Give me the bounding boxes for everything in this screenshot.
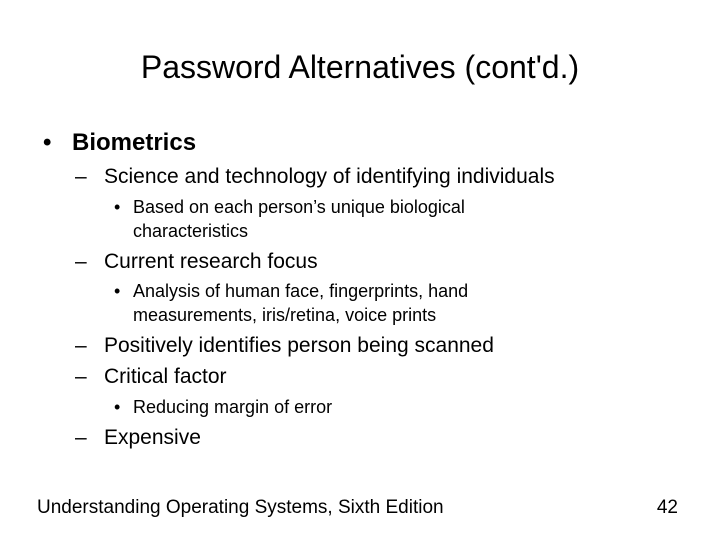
sub-sub-bullet-marker: • (114, 397, 121, 417)
bullet-marker: • (43, 129, 52, 156)
page-number: 42 (656, 497, 678, 518)
sub-bullet-positively: Positively identifies person being scanned (104, 334, 494, 357)
sub-sub-bullet-biological-line2: characteristics (133, 221, 249, 241)
sub-bullet-expensive: Expensive (104, 426, 201, 449)
sub-sub-bullet-marker: • (114, 197, 121, 217)
sub-sub-bullet-reducing: Reducing margin of error (133, 397, 333, 417)
dash-marker: – (75, 165, 87, 188)
bullet-biometrics: Biometrics (72, 129, 197, 156)
dash-marker: – (75, 426, 87, 449)
sub-sub-bullet-analysis-line2: measurements, iris/retina, voice prints (133, 305, 437, 325)
sub-bullet-research: Current research focus (104, 250, 318, 273)
sub-sub-bullet-marker: • (114, 281, 121, 301)
sub-sub-bullet-biological-line1: Based on each person’s unique biological (133, 197, 465, 217)
dash-marker: – (75, 334, 87, 357)
dash-marker: – (75, 250, 87, 273)
dash-marker: – (75, 365, 87, 388)
footer-source: Understanding Operating Systems, Sixth Edition (37, 497, 444, 518)
sub-bullet-science: Science and technology of identifying individuals (104, 165, 555, 188)
sub-bullet-critical: Critical factor (104, 365, 227, 388)
sub-sub-bullet-analysis-line1: Analysis of human face, fingerprints, hand (133, 281, 469, 301)
slide-title: Password Alternatives (cont'd.) (140, 49, 580, 85)
